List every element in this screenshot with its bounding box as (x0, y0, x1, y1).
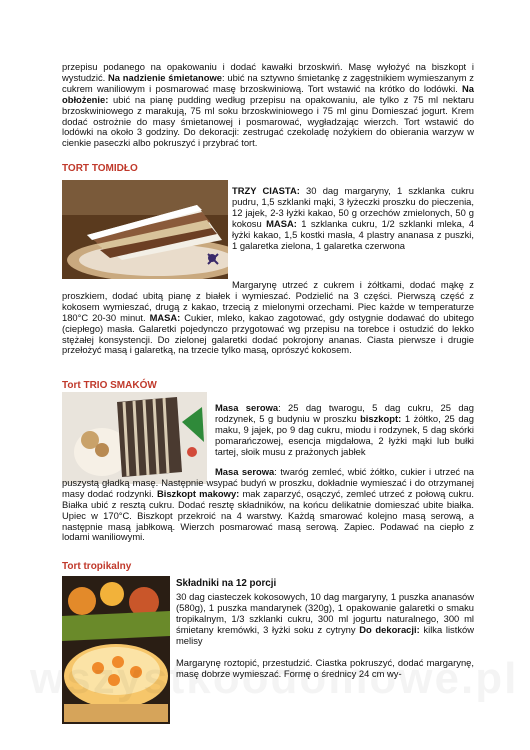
recipe-title-tomidlo: TORT TOMIDŁO (62, 163, 138, 174)
recipe-title-trio: Tort TRIO SMAKÓW (62, 380, 157, 391)
tomidlo-method: Margarynę utrzeć z cukrem i żółtkami, dodać mąkę z proszkiem, dodać ubitą pianę z białek i wymieszać. Podzielić na 3 części. Pierwszą część z kokosem wymieszać, drugą z kakao, trzecią z mielonymi orzechami. Piec każde w temperaturze 180°C 20-30 minut. MASA: Cukier, mleko, kakao zagotować, gdy ostygnie dodawać do ubitego (ciepłego) masła. Galaretki pojedynczo przygotować wg przepisu na torebce i ostudzić do lekko stężałej konsystencji. Do zielonej galaretki dodać pokrojony ananas. Ciasta pierwsze i drugie przełożyć masą i galaretką, na trzecie tylko masą, oprószyć kokosem. (62, 279, 475, 356)
tropikalny-ingredients: 30 dag ciasteczek kokosowych, 10 dag margaryny, 1 puszka ananasów (580g), 1 puszka mandarynek (320g), 1 opakowanie galaretki o smaku tropikalnym, 1/3 szklanki cukru, 300 ml jogurtu naturalnego, 300 ml śmietany kremówki, 3 łyżki soku z cytryny Do dekoracji: kilka listków melisy (176, 591, 475, 646)
topping-label: Na obłożenie: (62, 82, 475, 105)
tomidlo-ingredients: TRZY CIASTA: 30 dag margaryny, 1 szklanka cukru pudru, 1,5 szklanki mąki, 3 łyżeczki proszku do pieczenia, 12 jajek, 2-3 łyżki kakao, 50 g orzechów zmielonych, 50 g kokosu MASA: 1 szklanka cukru, 1/2 szklanki mleka, 4 łyżki kakao, 1,5 kostki masła, 4 plastry ananasa z puszki, 1 galaretka zielona, 1 galaretka czerwona (232, 185, 475, 251)
cake-image (62, 180, 228, 279)
cake-photo-tomidlo (62, 180, 228, 279)
intro-paragraph: przepisu podanego na opakowaniu i dodać kawałki brzoskwiń. Masę wyłożyć na biszkopt i wystudzić. Na nadzienie śmietanowe: ubić na sztywno śmietankę z zagęstnikiem wymieszanym z cukrem waniliowym i posmarować masę brzoskwiniową. Tort wstawić na krótko do lodówki. Na obłożenie: ubić na pianę pudding według przepisu na opakowaniu, ale tylko z 75 ml nektaru brzoskwiniowego z marakują, 75 ml soku brzoskwiniowego i 75 ml ginu Domieszać jogurt. Krem dodać ostrożnie do masy śmietanowej i posmarować, wygładzając wierzch. Tort wstawić do lodówki na około 3 godziny. Do dekoracji: zestrugać czekoladę nożykiem do obierania warzyw w cienkie paseczki albo pokruszyć i przybrać tort. (62, 61, 475, 149)
tropikalny-method: Margarynę roztopić, przestudzić. Ciastka pokruszyć, dodać margarynę, masę dobrze wymieszać. Formę o średnicy 24 cm wy- (176, 657, 474, 679)
cake-image (62, 576, 170, 724)
tropikalny-subtitle: Składniki na 12 porcji (176, 578, 277, 589)
trio-method: Masa serowa: twaróg zemleć, wbić żółtko, cukier i utrzeć na puszystą gładką masę. Następnie wsypać budyń w proszku, dokładnie wymieszać i do otrzymanej masy dodać rodzynki. Biszkopt makowy: mak zaparzyć, osączyć, zemleć utrzeć z połową cukru. Białka ubić z resztą cukru. Dodać resztę składników, na końcu delikatnie domieszać ubite białka. Upiec w 170°C. Biszkopt przekroić na 4 warstwy. Każdą smarować kolejno masą serową, a następnie masą jabłkową. Wierzch posmarować masą serową. Zapiec. Podawać na ciepło z lodami waniliowymi. (62, 466, 475, 543)
trio-ingredients: Masa serowa: 25 dag twarogu, 5 dag cukru, 25 dag rodzynek, 5 g budyniu w proszku biszkopt: 1 żółtko, 25 dag maku, 9 jajek, po 9 dag cukru, miodu i rodzynek, 5 dag skórki pomarańczowej, esencja migdałowa, 2 łyżki mąki lub bułki tartej, słoik musu z prażonych jabłek (215, 402, 474, 457)
filling-label: Na nadzienie śmietanowe (108, 71, 222, 83)
cake-photo-tropikalny (62, 576, 170, 724)
recipe-title-tropikalny: Tort tropikalny (62, 561, 132, 572)
